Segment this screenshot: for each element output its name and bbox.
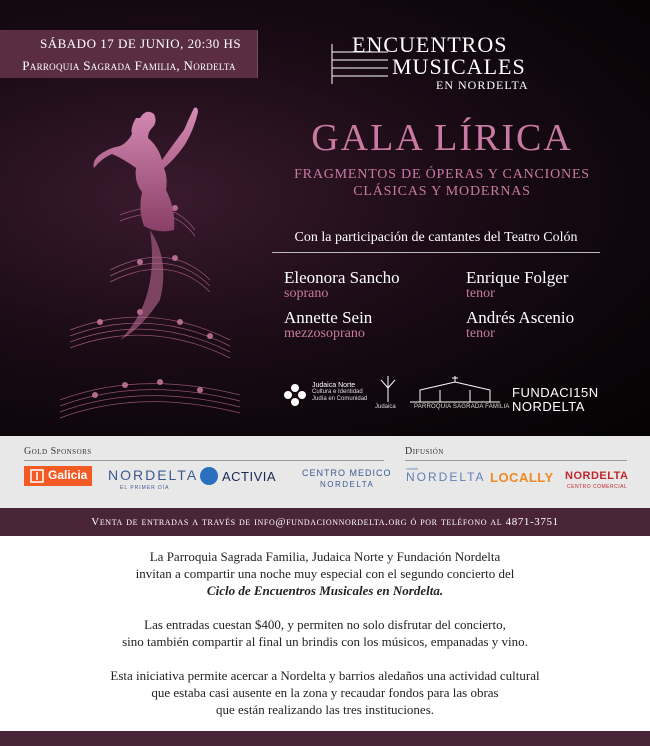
text-line: Las entradas cuestan $400, y permiten no solo disfrutar del concierto,	[144, 617, 506, 632]
text-line: Esta iniciativa permite acercar a Nordelta y barrios aledaños una actividad cultural	[110, 668, 540, 683]
church-icon	[410, 376, 500, 404]
paragraph	[0, 548, 650, 599]
cycle-name: Ciclo de Encuentros Musicales en Nordelta.	[206, 583, 444, 598]
fundacion-nordelta-logo	[512, 386, 599, 414]
judaica-norte-tagline: Cultura e Identidad Judía en Comunidad	[312, 389, 368, 402]
locally-logo: LOCALLY	[490, 470, 554, 485]
revista-label: revista	[406, 466, 418, 471]
text-line: que están realizando las tres instituciones.	[215, 702, 435, 717]
singer-name: Enrique Folger	[466, 268, 569, 287]
event-venue: Parroquia Sagrada Familia, Nordelta	[22, 58, 236, 73]
tree-icon	[376, 374, 400, 402]
event-date: SÁBADO 17 DE JUNIO, 20:30 HS	[40, 36, 242, 51]
activia-icon	[200, 467, 218, 485]
singer-card	[466, 268, 568, 301]
centro-medico-logo: CENTRO MEDICO	[302, 468, 392, 478]
nordelta-centro-logo: NORDELTA	[565, 470, 629, 482]
singer-role: soprano	[284, 286, 329, 301]
divider	[24, 460, 384, 461]
paragraph	[0, 667, 650, 718]
galicia-icon	[30, 469, 44, 483]
invitation-text	[0, 548, 650, 735]
activia-logo: ACTIVIA	[222, 469, 277, 484]
judaica-norte-name: Judaica Norte	[312, 382, 356, 389]
event-date-box	[0, 30, 258, 78]
text-line: La Parroquia Sagrada Familia, Judaica Norte y Fundación Nordelta	[149, 549, 501, 564]
organizer-logos	[282, 374, 622, 416]
singer-card	[284, 308, 372, 341]
text-line: invitan a compartir una noche muy especial con el segundo concierto del	[135, 566, 515, 581]
text-line: sino también compartir al final un brindis con los músicos, empanadas y vino.	[122, 634, 528, 649]
singer-name: Annette Sein	[284, 308, 373, 327]
judaica-norte-logo	[282, 374, 372, 416]
singer-role: mezzosoprano	[284, 326, 365, 341]
event-subtitle-line-2: CLÁSICAS Y MODERNAS	[353, 184, 531, 199]
singer-role: tenor	[466, 326, 495, 341]
event-title: GALA LÍRICA	[311, 117, 573, 159]
singer-name: Andrés Ascenio	[466, 308, 575, 327]
judaica-flower-icon	[282, 382, 308, 408]
singer-name: Eleonora Sancho	[284, 268, 400, 287]
nordelta-tagline: EL PRIMER DÍA	[120, 485, 170, 491]
paragraph	[0, 616, 650, 650]
logo-line-1: ENCUENTROS	[352, 32, 508, 57]
gold-sponsors-label: Gold Sponsors	[24, 446, 92, 457]
difusion-label: Difusión	[405, 446, 444, 457]
centro-medico-nordelta: NORDELTA	[320, 480, 375, 489]
fundacion-line-2: NORDELTA	[512, 399, 585, 414]
singer-role: tenor	[466, 286, 495, 301]
galicia-label: Galicia	[48, 468, 88, 482]
galicia-logo	[24, 466, 92, 486]
centro-comercial-label: CENTRO COMERCIAL	[567, 484, 628, 490]
participation-heading: Con la participación de cantantes del Teatro Colón	[272, 230, 600, 253]
singer-card	[284, 268, 400, 301]
divider	[405, 460, 627, 461]
nordelta-logo: NORDELTA	[108, 467, 199, 483]
event-subtitle	[272, 166, 612, 200]
revista-nordelta-logo: NORDELTA	[406, 470, 486, 484]
logo-line-3: EN NORDELTA	[436, 78, 529, 92]
bottom-bar	[0, 731, 650, 746]
fundacion-line-1: FUNDACI15N	[512, 385, 599, 400]
singer-card	[466, 308, 574, 341]
encuentros-musicales-logo	[330, 32, 540, 98]
text-line: que estaba casi ausente en la zona y recaudar fondos para las obras	[151, 685, 499, 700]
logo-line-2: MUSICALES	[392, 54, 526, 79]
judaica-tree-label: Judaica	[375, 404, 396, 410]
ticket-info-bar: Venta de entradas a través de info@fundacionnordelta.org ó por teléfono al 4871-3751	[0, 508, 650, 536]
church-label: PARROQUIA SAGRADA FAMILIA	[414, 404, 510, 410]
event-subtitle-line-1: FRAGMENTOS DE ÓPERAS Y CANCIONES	[294, 167, 590, 182]
